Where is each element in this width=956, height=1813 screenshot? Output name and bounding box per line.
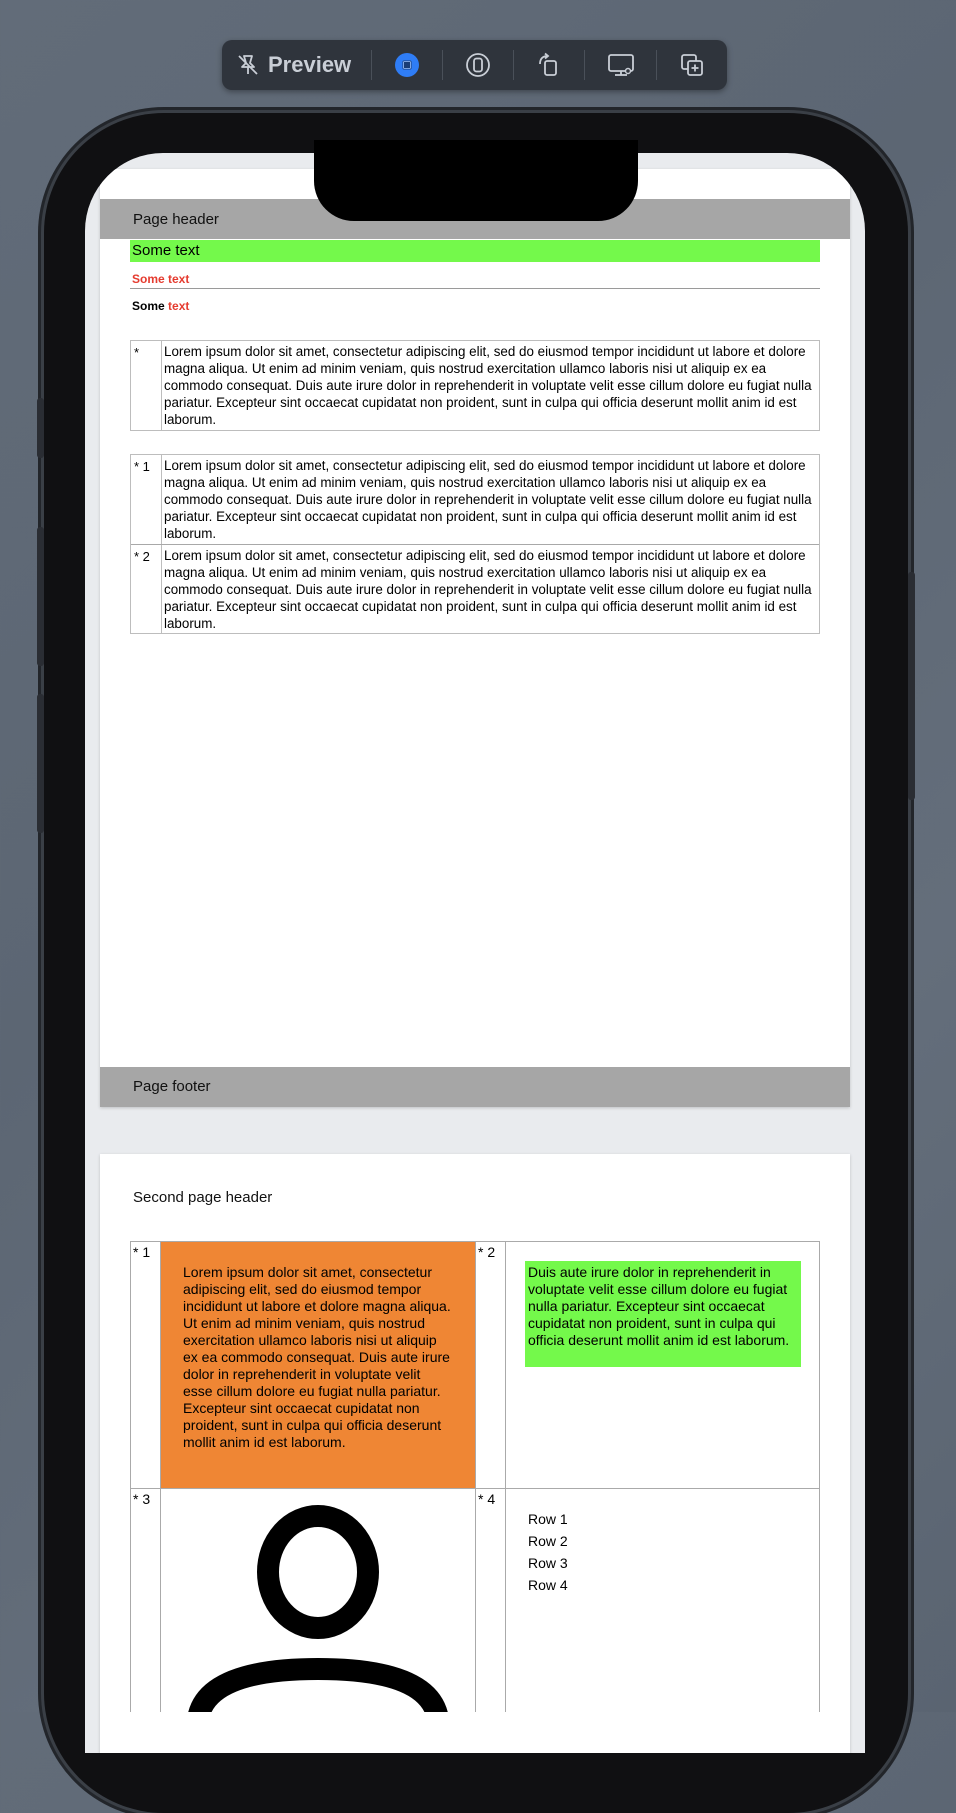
cell-4-marker: * 4: [478, 1491, 496, 1507]
rotate-device-button[interactable]: [514, 40, 584, 90]
page-header: Page header: [133, 211, 219, 228]
preview-pin-button[interactable]: [222, 52, 371, 78]
row-text: Lorem ipsum dolor sit amet, consectetur adipiscing elit, sed do eiusmod tempor incididunt ut labore et dolore magna aliqua. Ut enim ad minim veniam, quis nostrud exercitation ullamco laboris nisi ut aliquip ex ea commodo consequat. Duis aute irure dolor in reprehenderit in voluptate velit esse cillum dolore eu fugiat nulla pariatur. Excepteur sint occaecat cupidatat non proident, sunt in culpa qui officia deserunt mollit anim id est laborum.: [164, 548, 812, 631]
green-text-block: [525, 1261, 801, 1367]
mixed-red-text: text: [168, 299, 190, 313]
cell-1-marker: * 1: [133, 1244, 151, 1260]
table-row: [131, 455, 819, 544]
device-notch: [314, 140, 638, 221]
duplicate-icon: [679, 52, 705, 78]
grid-border-left: [130, 1241, 131, 1712]
live-mode-button[interactable]: [372, 40, 442, 90]
preview-label: Preview: [268, 52, 352, 77]
row-marker: * 1: [131, 455, 162, 544]
grid-col-divider: [505, 1241, 506, 1712]
grid-border-right: [819, 1241, 820, 1712]
list-item: Row 4: [528, 1577, 568, 1593]
divider-line: [130, 288, 820, 289]
second-page-header: Second page header: [133, 1189, 273, 1206]
row-text: Lorem ipsum dolor sit amet, consectetur adipiscing elit, sed do eiusmod tempor incididunt ut labore et dolore magna aliqua. Ut enim ad minim veniam, quis nostrud exercitation ullamco laboris nisi ut aliquip ex ea commodo consequat. Duis aute irure dolor in reprehenderit in voluptate velit esse cillum dolore eu fugiat nulla pariatur. Excepteur sint occaecat cupidatat non proident, sunt in culpa qui officia deserunt mollit anim id est laborum.: [164, 344, 812, 427]
orange-text-block: [161, 1242, 475, 1488]
pdf-page-1: [100, 169, 850, 1107]
volume-down-button: [37, 694, 44, 833]
list-item: Row 1: [528, 1511, 568, 1527]
lorem-table-1: [130, 340, 820, 431]
list-item: Row 2: [528, 1533, 568, 1549]
power-button: [908, 572, 915, 800]
device-settings-button[interactable]: [585, 40, 655, 90]
row-marker: * 2: [131, 545, 162, 633]
mixed-black-text: Some: [132, 299, 165, 313]
cell-3-marker: * 3: [133, 1491, 151, 1507]
lorem-table-2: [130, 454, 820, 634]
green-block-text: Duis aute irure dolor in reprehenderit in voluptate velit esse cillum dolore eu fugiat nulla pariatur. Excepteur sint occaecat cupidatat non proident, sunt in culpa qui officia deserunt mollit anim id est laborum.: [528, 1264, 790, 1348]
live-stop-icon: [394, 52, 420, 78]
page-footer: Page footer: [133, 1078, 211, 1095]
mute-switch: [37, 398, 44, 458]
mixed-color-text: [132, 299, 189, 313]
green-text: Some text: [132, 242, 200, 259]
pin-off-icon: [236, 53, 260, 77]
row-text: Lorem ipsum dolor sit amet, consectetur adipiscing elit, sed do eiusmod tempor incididunt ut labore et dolore magna aliqua. Ut enim ad minim veniam, quis nostrud exercitation ullamco laboris nisi ut aliquip ex ea commodo consequat. Duis aute irure dolor in reprehenderit in voluptate velit esse cillum dolore eu fugiat nulla pariatur. Excepteur sint occaecat cupidatat non proident, sunt in culpa qui officia deserunt mollit anim id est laborum.: [164, 458, 812, 541]
volume-up-button: [37, 527, 44, 666]
table-row: [131, 544, 819, 633]
orange-text: Lorem ipsum dolor sit amet, consectetur adipiscing elit, sed do eiusmod tempor incididunt ut labore et dolore magna aliqua. Ut enim ad minim veniam, quis nostrud exercitation ullamco laboris nisi ut aliquip ex ea commodo consequat. Duis aute irure dolor in reprehenderit in voluptate velit esse cillum dolore eu fugiat nulla pariatur. Excepteur sint occaecat cupidatat non proident, sunt in culpa qui officia deserunt mollit anim id est laborum.: [183, 1264, 451, 1450]
green-text-bar: [130, 240, 820, 262]
red-text: Some text: [132, 272, 190, 286]
page-footer-bar: [100, 1067, 850, 1107]
device-settings-icon: [607, 52, 635, 78]
row-marker: *: [131, 341, 162, 430]
list-item: Row 3: [528, 1555, 568, 1571]
cell-2-marker: * 2: [478, 1244, 496, 1260]
variants-button[interactable]: [443, 40, 513, 90]
variants-icon: [465, 52, 491, 78]
person-icon: [161, 1489, 475, 1712]
duplicate-button[interactable]: [657, 40, 727, 90]
preview-toolbar: [222, 40, 727, 90]
table-row: [131, 341, 819, 430]
row-list: [528, 1508, 568, 1596]
grid-col-divider: [475, 1241, 476, 1712]
rotate-device-icon: [536, 52, 562, 78]
